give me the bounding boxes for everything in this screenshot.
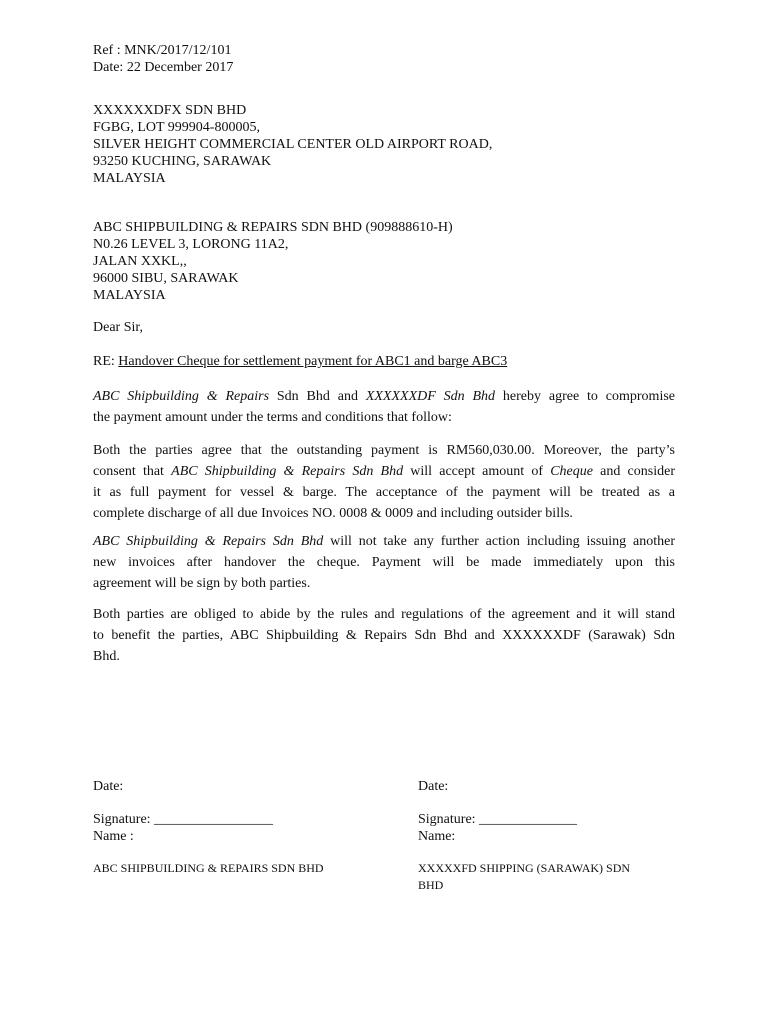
name-label: Name: xyxy=(418,829,456,844)
sender-address-line: N0.26 LEVEL 3, LORONG 11A2, xyxy=(93,237,289,252)
paragraph-line: new invoices after handover the cheque. Payment will be made immediately upon this xyxy=(93,555,675,570)
paragraph-line: it as full payment for vessel & barge. The acceptance of the payment will be treated as a xyxy=(93,485,675,500)
subject-prefix: RE: xyxy=(93,354,119,369)
paragraph-line: ABC Shipbuilding & Repairs Sdn Bhd and XXXXXXDF Sdn Bhd hereby agree to compromise xyxy=(93,389,675,404)
paragraph-line: Both parties are obliged to abide by the rules and regulations of the agreement and it will stand xyxy=(93,607,675,622)
reference-block xyxy=(93,42,233,76)
recipient-address xyxy=(93,102,492,187)
paragraph-line: complete discharge of all due Invoices NO. 0008 & 0009 and including outsider bills. xyxy=(93,506,573,521)
company-name-emphasis: XXXXXXDF Sdn Bhd xyxy=(365,389,496,404)
recipient-address-line: FGBG, LOT 999904-800005, xyxy=(93,120,260,135)
company-name: XXXXXFD SHIPPING (SARAWAK) SDN xyxy=(418,861,631,875)
paragraph-payment-terms xyxy=(93,440,675,524)
recipient-name: XXXXXXDFX SDN BHD xyxy=(93,103,247,118)
sender-country: MALAYSIA xyxy=(93,288,166,303)
paragraph-line: agreement will be sign by both parties. xyxy=(93,576,311,591)
signature-label: Signature: ______________ xyxy=(418,812,578,827)
paragraph-line: Both the parties agree that the outstanding payment is RM560,030.00. Moreover, the party’s xyxy=(93,443,675,458)
sender-address-line: 96000 SIBU, SARAWAK xyxy=(93,271,239,286)
date-label: Date: xyxy=(418,779,449,794)
paragraph-obligations xyxy=(93,604,675,667)
company-name: BHD xyxy=(418,878,444,892)
paragraph-agreement-intro xyxy=(93,386,675,428)
paragraph-line: ABC Shipbuilding & Repairs Sdn Bhd will not take any further action including issuing another xyxy=(93,534,675,549)
company-name-emphasis: ABC Shipbuilding & Repairs xyxy=(93,389,270,404)
sender-address-line: JALAN XXKL,, xyxy=(93,254,187,269)
subject-text: Handover Cheque for settlement payment for ABC1 and barge ABC3 xyxy=(118,354,508,369)
sender-name: ABC SHIPBUILDING & REPAIRS SDN BHD (909888610-H) xyxy=(93,220,453,235)
paragraph-no-further-action xyxy=(93,531,675,594)
sender-address xyxy=(93,219,453,304)
recipient-country: MALAYSIA xyxy=(93,171,166,186)
cheque-emphasis: Cheque xyxy=(550,464,593,479)
company-name-emphasis: ABC Shipbuilding & Repairs Sdn Bhd xyxy=(93,534,324,549)
paragraph-line: to benefit the parties, ABC Shipbuilding & Repairs Sdn Bhd and XXXXXXDF (Sarawak) Sdn xyxy=(93,628,675,643)
paragraph-line: Bhd. xyxy=(93,649,120,664)
salutation: Dear Sir, xyxy=(93,320,143,335)
signature-block-right xyxy=(418,778,630,894)
signature-block-left xyxy=(93,778,324,877)
signature-label: Signature: _________________ xyxy=(93,812,274,827)
company-name: ABC SHIPBUILDING & REPAIRS SDN BHD xyxy=(93,861,324,875)
paragraph-line: consent that ABC Shipbuilding & Repairs Sdn Bhd will accept amount of Cheque and consider xyxy=(93,464,675,479)
recipient-address-line: 93250 KUCHING, SARAWAK xyxy=(93,154,272,169)
paragraph-line: the payment amount under the terms and conditions that follow: xyxy=(93,410,452,425)
subject-line xyxy=(93,353,507,370)
reference-number: Ref : MNK/2017/12/101 xyxy=(93,43,232,58)
letter-date: Date: 22 December 2017 xyxy=(93,60,234,75)
recipient-address-line: SILVER HEIGHT COMMERCIAL CENTER OLD AIRPORT ROAD, xyxy=(93,137,493,152)
name-label: Name : xyxy=(93,829,134,844)
company-name-emphasis: ABC Shipbuilding & Repairs Sdn Bhd xyxy=(171,464,404,479)
date-label: Date: xyxy=(93,779,124,794)
